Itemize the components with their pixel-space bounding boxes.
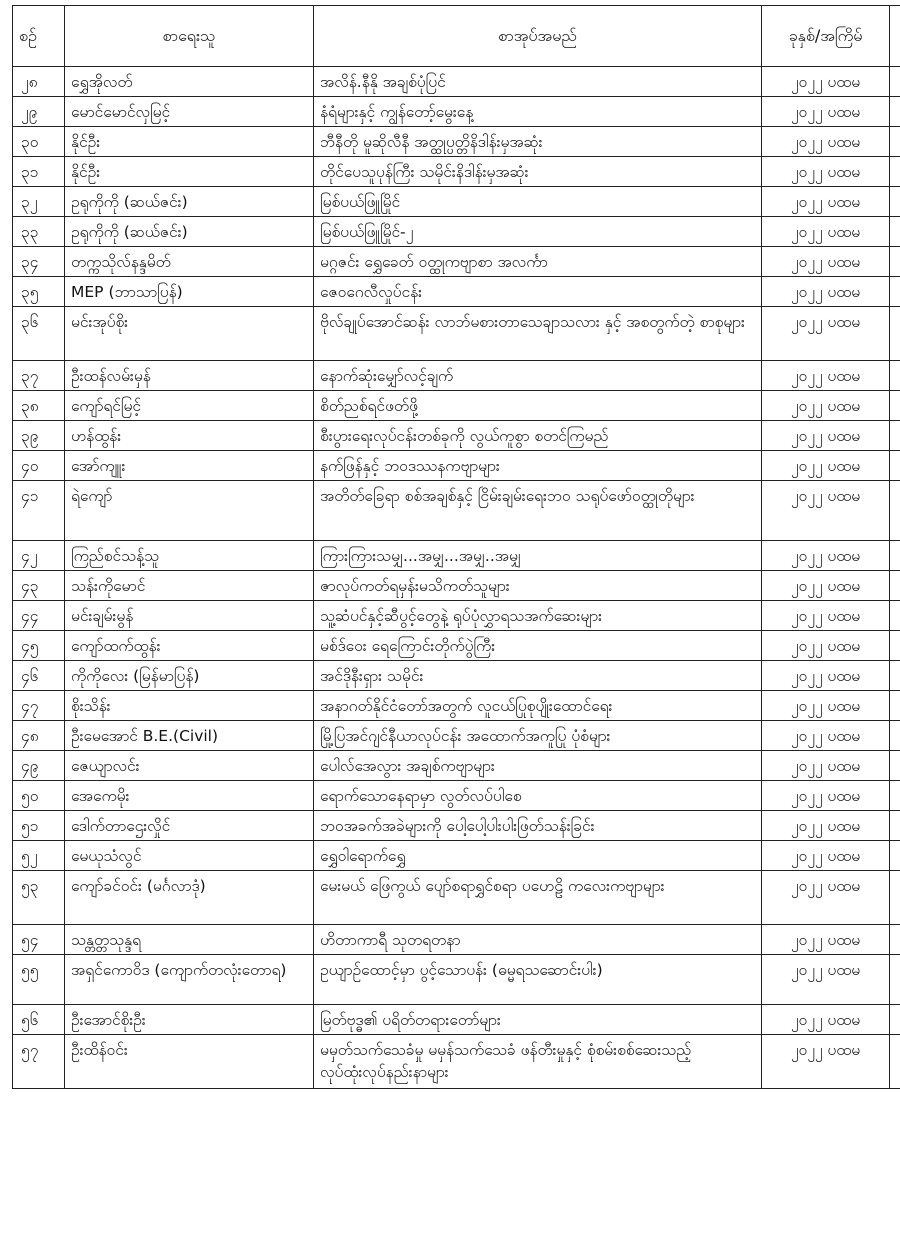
row-year: ၂၀၂၂ ပထမ [762, 157, 890, 187]
table-row [13, 721, 900, 751]
row-author: မင်းအုပ်စိုး [65, 307, 314, 361]
row-year: ၂၀၂၂ ပထမ [762, 421, 890, 451]
table-row [13, 421, 900, 451]
row-author: ကျော်ရင်မြင့် [65, 391, 314, 421]
row-author: ရွှေအိုလတ် [65, 67, 314, 97]
row-year: ၂၀၂၂ ပထမ [762, 187, 890, 217]
table-row [13, 451, 900, 481]
row-number: ၅၅ [13, 955, 65, 1005]
row-extra-cell [890, 67, 900, 97]
row-extra-cell [890, 97, 900, 127]
row-author: ဥရုကိုကို (ဆယ်ဇင်း) [65, 217, 314, 247]
row-number: ၃၇ [13, 361, 65, 391]
row-title: နောက်ဆုံးမျှော်လင့်ချက် [314, 361, 762, 391]
row-author: ကြည်စင်သန့်သူ [65, 541, 314, 571]
row-title: ကြားကြားသမျှ...အမျှ...အမျှ..အမျှ [314, 541, 762, 571]
row-year: ၂၀၂၂ ပထမ [762, 721, 890, 751]
table-row [13, 157, 900, 187]
row-year: ၂၀၂၂ ပထမ [762, 247, 890, 277]
row-year: ၂၀၂၂ ပထမ [762, 277, 890, 307]
row-extra-cell [890, 1005, 900, 1035]
row-author: စိုးသိန်း [65, 691, 314, 721]
row-number: ၄၄ [13, 601, 65, 631]
header-title: စာအုပ်အမည် [314, 6, 762, 67]
row-year: ၂၀၂၂ ပထမ [762, 601, 890, 631]
header-year: ခုနှစ်/အကြိမ် [762, 6, 890, 67]
row-author: ဦးထိန်ဝင်း [65, 1035, 314, 1089]
row-year: ၂၀၂၂ ပထမ [762, 217, 890, 247]
row-author: မောင်မောင်လှမြင့် [65, 97, 314, 127]
table-row [13, 307, 900, 361]
row-extra-cell [890, 871, 900, 925]
header-extra [890, 6, 900, 67]
row-number: ၄၀ [13, 451, 65, 481]
row-title: ဇေဝဂေလီလှုပ်ငန်း [314, 277, 762, 307]
row-year: ၂၀၂၂ ပထမ [762, 361, 890, 391]
row-title: တိုင်ပေသူပုန်ကြီး သမိုင်းနိဒါန်းမှအဆုံး [314, 157, 762, 187]
table-row [13, 1035, 900, 1089]
row-extra-cell [890, 811, 900, 841]
row-author: ဦးအောင်စိုးဦး [65, 1005, 314, 1035]
row-number: ၃၁ [13, 157, 65, 187]
row-title: စီးပွားရေးလုပ်ငန်းတစ်ခုကို လွယ်ကူစွာ စတင်ကြမည် [314, 421, 762, 451]
row-author: နိုင်ဦး [65, 157, 314, 187]
row-extra-cell [890, 277, 900, 307]
row-title: မြစ်ပယ်ဖြူမြိုင်-၂ [314, 217, 762, 247]
table-row [13, 277, 900, 307]
row-extra-cell [890, 127, 900, 157]
row-title: မဂ္ဂဇင်း ရွှေခေတ် ဝတ္ထုကဗျာစာ အလင်္ကာ [314, 247, 762, 277]
table-row [13, 781, 900, 811]
table-row [13, 127, 900, 157]
row-extra-cell [890, 601, 900, 631]
header-no: စဉ် [13, 6, 65, 67]
table-row [13, 871, 900, 925]
row-extra-cell [890, 217, 900, 247]
row-number: ၂၉ [13, 97, 65, 127]
row-year: ၂၀၂၂ ပထမ [762, 307, 890, 361]
row-author: ဥရုကိုကို (ဆယ်ဇင်း) [65, 187, 314, 217]
row-title: ပေါလ်အေလွား အချစ်ကဗျာများ [314, 751, 762, 781]
row-number: ၅၂ [13, 841, 65, 871]
row-number: ၃၅ [13, 277, 65, 307]
table-row [13, 481, 900, 541]
row-author: ကိုကိုလေး (မြန်မာပြန်) [65, 661, 314, 691]
row-title: အလိန်.နီနို အချစ်ပုံပြင် [314, 67, 762, 97]
row-author: အရှင်ကောဝိဒ (ကျောက်တလုံးတောရ) [65, 955, 314, 1005]
table-row [13, 571, 900, 601]
row-number: ၃၈ [13, 391, 65, 421]
row-author: နိုင်ဦး [65, 127, 314, 157]
row-year: ၂၀၂၂ ပထမ [762, 571, 890, 601]
row-number: ၅၆ [13, 1005, 65, 1035]
row-author: ဒေါက်တာဌေးလှိုင် [65, 811, 314, 841]
row-extra-cell [890, 157, 900, 187]
header-row [13, 6, 900, 67]
table-row [13, 661, 900, 691]
row-author: သန္တတ္တသုန္ဒရ [65, 925, 314, 955]
table-row [13, 841, 900, 871]
table-row [13, 391, 900, 421]
table-row [13, 691, 900, 721]
row-author: ဟန်ထွန်း [65, 421, 314, 451]
table-row [13, 187, 900, 217]
row-title: ဇာလုပ်ကတ်ရမှန်းမသိကတ်သူများ [314, 571, 762, 601]
row-title: ရောက်သောနေရာမှာ လွတ်လပ်ပါစေ [314, 781, 762, 811]
row-number: ၄၂ [13, 541, 65, 571]
row-number: ၄၁ [13, 481, 65, 541]
row-number: ၄၅ [13, 631, 65, 661]
row-number: ၄၈ [13, 721, 65, 751]
row-author: သန်းကိုမောင် [65, 571, 314, 601]
row-year: ၂၀၂၂ ပထမ [762, 1035, 890, 1089]
row-author: အေကေမိုး [65, 781, 314, 811]
row-year: ၂၀၂၂ ပထမ [762, 67, 890, 97]
table-row [13, 631, 900, 661]
row-year: ၂၀၂၂ ပထမ [762, 811, 890, 841]
row-title: အနာဂတ်နိုင်ငံတော်အတွက် လူငယ်ပြုစုပျိုးထောင်ရေး [314, 691, 762, 721]
header-author: စာရေးသူ [65, 6, 314, 67]
row-title: မြို့ပြအင်ဂျင်နီယာလုပ်ငန်း အထောက်အကူပြု ပုံစံများ [314, 721, 762, 751]
row-year: ၂၀၂၂ ပထမ [762, 661, 890, 691]
row-author: အော်ကျူး [65, 451, 314, 481]
row-year: ၂၀၂၂ ပထမ [762, 955, 890, 1005]
row-extra-cell [890, 691, 900, 721]
row-number: ၅၁ [13, 811, 65, 841]
row-number: ၃၀ [13, 127, 65, 157]
table-row [13, 361, 900, 391]
table-row [13, 955, 900, 1005]
row-author: ကျော်ထက်ထွန်း [65, 631, 314, 661]
row-author: တက္ကသိုလ်နန္ဒမိတ် [65, 247, 314, 277]
row-title: မေးမယ် ဖြေကွယ် ပျော်စရာရွှင်စရာ ပဟေဠိ ကလေးကဗျာများ [314, 871, 762, 925]
row-extra-cell [890, 721, 900, 751]
row-number: ၃၃ [13, 217, 65, 247]
row-title: ဟိတာကာရီ သုတရတနာ [314, 925, 762, 955]
row-title: အင်ဒိုနီးရှား သမိုင်း [314, 661, 762, 691]
table-body [13, 67, 900, 1089]
row-extra-cell [890, 541, 900, 571]
row-extra-cell [890, 781, 900, 811]
row-number: ၄၃ [13, 571, 65, 601]
row-author: ဦးမေအောင် B.E.(Civil) [65, 721, 314, 751]
row-author: ဇေယျာလင်း [65, 751, 314, 781]
row-extra-cell [890, 451, 900, 481]
row-author: မင်းချမ်းမွန် [65, 601, 314, 631]
row-extra-cell [890, 955, 900, 1005]
table-row [13, 811, 900, 841]
row-number: ၅၀ [13, 781, 65, 811]
row-author: မေယုသံလွင် [65, 841, 314, 871]
row-title: ဥယျာဉ်ထောင့်မှာ ပွင့်သောပန်း (ဓမ္မရသဆောင်းပါး) [314, 955, 762, 1005]
row-number: ၄၆ [13, 661, 65, 691]
row-extra-cell [890, 307, 900, 361]
row-number: ၃၄ [13, 247, 65, 277]
row-author: MEP (ဘာသာပြန်) [65, 277, 314, 307]
table-row [13, 925, 900, 955]
row-extra-cell [890, 1035, 900, 1089]
table-row [13, 217, 900, 247]
row-year: ၂၀၂၂ ပထမ [762, 127, 890, 157]
table-row [13, 67, 900, 97]
row-year: ၂၀၂၂ ပထမ [762, 925, 890, 955]
row-title: နက်ဖြန်နှင့် ဘဝဒဿနကဗျာများ [314, 451, 762, 481]
row-number: ၄၉ [13, 751, 65, 781]
table-row [13, 1005, 900, 1035]
row-year: ၂၀၂၂ ပထမ [762, 841, 890, 871]
row-number: ၅၄ [13, 925, 65, 955]
row-title: ဗိုလ်ချုပ်အောင်ဆန်း လာဘ်မစားတာသေချာသလား နှင့် အစတွက်တဲ့ စာစုများ [314, 307, 762, 361]
row-number: ၅၃ [13, 871, 65, 925]
row-author: ဦးထန်လမ်းမှန် [65, 361, 314, 391]
row-extra-cell [890, 391, 900, 421]
row-extra-cell [890, 661, 900, 691]
row-year: ၂၀၂၂ ပထမ [762, 871, 890, 925]
row-title: မြစ်ပယ်ဖြူမြိုင် [314, 187, 762, 217]
row-extra-cell [890, 571, 900, 601]
row-title: မြတ်ဗုဒ္ဓ၏ ပရိတ်တရားတော်များ [314, 1005, 762, 1035]
row-author: ကျော်ခင်ဝင်း (မင်္ဂလာဒုံ) [65, 871, 314, 925]
row-number: ၃၂ [13, 187, 65, 217]
table-row [13, 97, 900, 127]
row-title: မစ်ဒ်ဝေး ရေကြောင်းတိုက်ပွဲကြီး [314, 631, 762, 661]
row-year: ၂၀၂၂ ပထမ [762, 1005, 890, 1035]
row-extra-cell [890, 187, 900, 217]
row-year: ၂၀၂၂ ပထမ [762, 481, 890, 541]
table-row [13, 541, 900, 571]
row-number: ၅၇ [13, 1035, 65, 1089]
row-year: ၂၀၂၂ ပထမ [762, 391, 890, 421]
row-year: ၂၀၂၂ ပထမ [762, 451, 890, 481]
row-year: ၂၀၂၂ ပထမ [762, 781, 890, 811]
row-extra-cell [890, 247, 900, 277]
row-number: ၃၉ [13, 421, 65, 451]
row-title: မမှတ်သက်သေခံမှု မမှန်သက်သေခံ ဖန်တီးမှုနှင့် စုံစမ်းစစ်ဆေးသည့် လုပ်ထုံးလုပ်နည်းနာများ [314, 1035, 762, 1089]
table-row [13, 751, 900, 781]
row-extra-cell [890, 925, 900, 955]
book-list-table [12, 5, 900, 1089]
row-title: ရွှေဝါရောက်ရွှေ [314, 841, 762, 871]
row-title: ဘီနီတို မူဆိုလီနီ အတ္ထုပ္ပတ္တိနိဒါန်းမှအဆုံး [314, 127, 762, 157]
row-title: သူ့ဆံပင်နှင့်ဆီပွင့်တွေနဲ့ ရုပ်ပုံလွှာရသအက်ဆေးများ [314, 601, 762, 631]
row-extra-cell [890, 421, 900, 451]
row-extra-cell [890, 841, 900, 871]
row-year: ၂၀၂၂ ပထမ [762, 751, 890, 781]
row-extra-cell [890, 481, 900, 541]
row-year: ၂၀၂၂ ပထမ [762, 541, 890, 571]
row-extra-cell [890, 631, 900, 661]
row-number: ၃၆ [13, 307, 65, 361]
table-row [13, 601, 900, 631]
row-title: နံရံများနှင့် ကျွန်တော့်မွေးနေ့ [314, 97, 762, 127]
row-year: ၂၀၂၂ ပထမ [762, 97, 890, 127]
row-title: ဘဝအခက်အခဲများကို ပေါ့ပေါ့ပါးပါးဖြတ်သန်းခြင်း [314, 811, 762, 841]
row-title: စိတ်ညစ်ရင်ဖတ်ဖို့ [314, 391, 762, 421]
row-year: ၂၀၂၂ ပထမ [762, 691, 890, 721]
row-title: အတိတ်ခြေရာ စစ်အချစ်နှင့် ငြိမ်းချမ်းရေးဘဝ သရုပ်ဖော်ဝတ္ထုတိုများ [314, 481, 762, 541]
row-year: ၂၀၂၂ ပထမ [762, 631, 890, 661]
table-row [13, 247, 900, 277]
row-author: ရဲကျော် [65, 481, 314, 541]
row-number: ၄၇ [13, 691, 65, 721]
row-number: ၂၈ [13, 67, 65, 97]
row-extra-cell [890, 751, 900, 781]
row-extra-cell [890, 361, 900, 391]
